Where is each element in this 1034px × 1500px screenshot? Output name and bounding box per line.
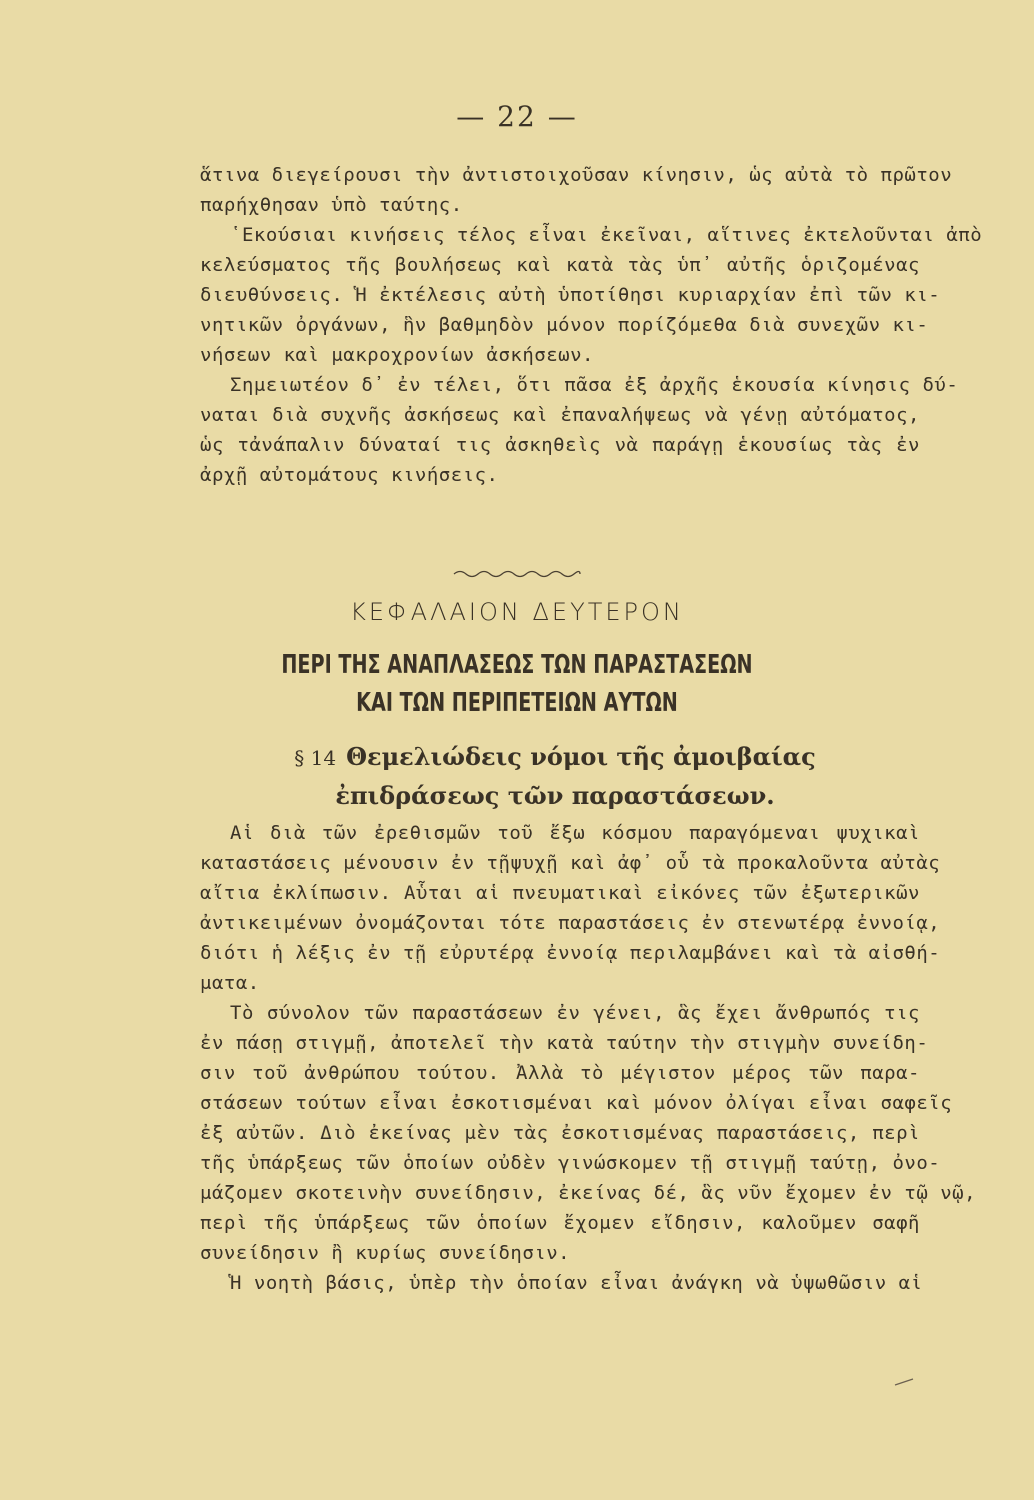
text-line: παρήχθησαν ὑπὸ ταύτης.	[200, 194, 463, 216]
paragraph-block-2	[200, 818, 977, 1298]
text-line: συνείδησιν ἢ κυρίως συνείδησιν.	[200, 1242, 571, 1264]
text-line: τῆς ὑπάρξεως τῶν ὁποίων οὐδὲν γινώσκομεν τῇ στιγμῇ ταύτῃ, ὀνο-	[200, 1152, 941, 1174]
chapter-label: ΚΕΦΑΛΑΙΟΝ ΔΕΥΤΕΡΟΝ	[350, 598, 684, 626]
text-line: νητικῶν ὀργάνων, ἣν βαθμηδὸν μόνον πορίζόμεθα διὰ συνεχῶν κι-	[200, 314, 929, 336]
chapter-title-line-1: ΠΕΡΙ ΤΗΣ ΑΝΑΠΛΑΣΕΩΣ ΤΩΝ ΠΑΡΑΣΤΑΣΕΩΝ	[281, 650, 753, 680]
chapter-title-line-2: ΚΑΙ ΤΩΝ ΠΕΡΙΠΕΤΕΙΩΝ ΑΥΤΩΝ	[356, 688, 678, 718]
text-line: κελεύσματος τῆς βουλήσεως καὶ κατὰ τὰς ὑπ᾽ αὐτῆς ὁριζομένας	[200, 254, 920, 276]
text-line: ῾Εκούσιαι κινήσεις τέλος εἶναι ἐκεῖναι, αἵτινες ἐκτελοῦνται ἀπὸ	[230, 224, 983, 246]
text-line: ματα.	[200, 972, 260, 994]
text-line: Σημειωτέον δ᾽ ἐν τέλει, ὅτι πᾶσα ἐξ ἀρχῆς ἑκουσία κίνησις δύ-	[230, 374, 959, 396]
text-line: ἐξ αὐτῶν. Διὸ ἐκείνας μὲν τὰς ἐσκοτισμένας παραστάσεις, περὶ	[200, 1122, 920, 1144]
text-line: αἴτια ἐκλίπωσιν. Αὗται αἱ πνευματικαὶ εἰκόνες τῶν ἐξωτερικῶν	[200, 882, 920, 904]
section-heading-line-1	[230, 738, 880, 777]
text-line: στάσεων τούτων εἶναι ἐσκοτισμέναι καὶ μόνον ὀλίγαι εἶναι σαφεῖς	[200, 1092, 953, 1114]
text-line: Ἡ νοητὴ βάσις, ὑπὲρ τὴν ὁποίαν εἶναι ἀνάγκη νὰ ὑψωθῶσιν αἱ	[230, 1272, 923, 1294]
section-heading	[230, 738, 880, 815]
text-line: διότι ἡ λέξις ἐν τῇ εὐρυτέρᾳ ἐννοίᾳ περιλαμβάνει καὶ τὰ αἰσθή-	[200, 942, 941, 964]
text-line: μάζομεν σκοτεινὴν συνείδησιν, ἐκείνας δέ, ἃς νῦν ἔχομεν ἐν τῷ νῷ,	[200, 1182, 977, 1204]
text-line: σιν τοῦ ἀνθρώπου τούτου. Ἀλλὰ τὸ μέγιστον μέρος τῶν παρα-	[200, 1062, 920, 1084]
ink-mark-icon	[893, 1375, 917, 1389]
ornament-divider	[0, 566, 1034, 585]
section-heading-text-1: Θεμελιώδεις νόμοι τῆς ἀμοιβαίας	[346, 742, 816, 771]
text-line: ἀρχῇ αὐτομάτους κινήσεις.	[200, 464, 499, 486]
wave-ornament-icon	[452, 567, 582, 581]
text-line: Αἱ διὰ τῶν ἐρεθισμῶν τοῦ ἔξω κόσμου παραγόμεναι ψυχικαὶ	[230, 822, 920, 844]
text-line: ἅτινα διεγείρουσι τὴν ἀντιστοιχοῦσαν κίνησιν, ὡς αὐτὰ τὸ πρῶτον	[200, 164, 953, 186]
page-number: — 22 —	[456, 100, 578, 133]
text-line: νήσεων καὶ μακροχρονίων ἀσκήσεων.	[200, 344, 594, 366]
text-line: ἀντικειμένων ὀνομάζονται τότε παραστάσεις ἐν στενωτέρᾳ ἐννοίᾳ,	[200, 912, 941, 934]
text-line: ἐν πάσῃ στιγμῇ, ἀποτελεῖ τὴν κατὰ ταύτην τὴν στιγμὴν συνείδη-	[200, 1032, 929, 1054]
section-heading-line-2: ἐπιδράσεως τῶν παραστάσεων.	[335, 781, 775, 810]
text-line: περὶ τῆς ὑπάρξεως τῶν ὁποίων ἔχομεν εἴδησιν, καλοῦμεν σαφῆ	[200, 1212, 920, 1234]
text-line: διευθύνσεις. Ἡ ἐκτέλεσις αὐτὴ ὑποτίθησι κυριαρχίαν ἐπὶ τῶν κι-	[200, 284, 941, 306]
section-mark: § 14	[294, 746, 337, 770]
text-line: ὡς τἀνάπαλιν δύναταί τις ἀσκηθεὶς νὰ παράγῃ ἑκουσίως τὰς ἐν	[200, 434, 920, 456]
text-line: καταστάσεις μένουσιν ἐν τῇψυχῇ καὶ ἀφ᾽ οὗ τὰ προκαλοῦντα αὐτὰς	[200, 852, 941, 874]
text-line: ναται διὰ συχνῆς ἀσκήσεως καὶ ἐπαναλήψεως νὰ γένῃ αὐτόματος,	[200, 404, 920, 426]
paragraph-block-1	[200, 160, 983, 490]
text-line: Τὸ σύνολον τῶν παραστάσεων ἐν γένει, ἃς ἔχει ἄνθρωπός τις	[230, 1002, 920, 1024]
